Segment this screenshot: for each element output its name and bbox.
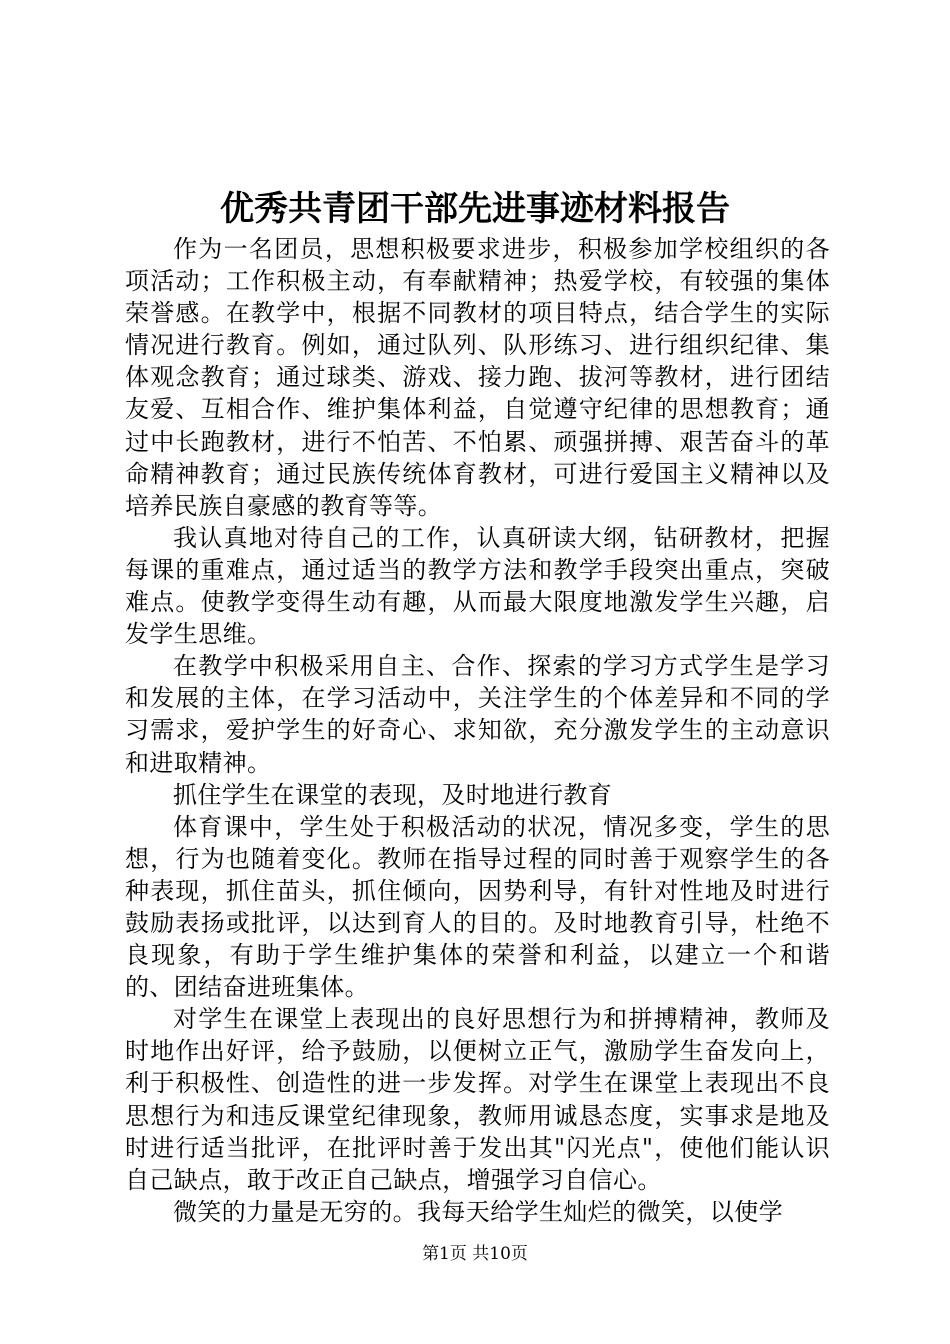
page-footer: 第1页 共10页 <box>422 1244 528 1264</box>
paragraph-1: 作为一名团员，思想积极要求进步，积极参加学校组织的各项活动；工作积极主动，有奉献精神；热爱学校，有较强的集体荣誉感。在教学中，根据不同教材的项目特点，结合学生的实际情况进行教育。例如，通过队列、队形练习、进行组织纪律、集体观念教育；通过球类、游戏、接力跑、拔河等教材，进行团结友爱、互相合作、维护集体利益，自觉遵守纪律的思想教育；通过中长跑教材，进行不怕苦、不怕累、顽强拼搏、艰苦奋斗的革命精神教育；通过民族传统体育教材，可进行爱国主义精神以及培养民族自豪感的教育等等。 <box>125 235 830 520</box>
paragraph-2: 我认真地对待自己的工作，认真研读大纲，钻研教材，把握每课的重难点，通过适当的教学方法和教学手段突出重点，突破难点。使教学变得生动有趣，从而最大限度地激发学生兴趣，启发学生思维。 <box>125 523 830 649</box>
paragraph-6: 对学生在课堂上表现出的良好思想行为和拼搏精神，教师及时地作出好评，给予鼓励，以便树立正气，激励学生奋发向上，利于积极性、创造性的进一步发挥。对学生在课堂上表现出不良思想行为和违反课堂纪律现象，教师用诚恳态度，实事求是地及时进行适当批评，在批评时善于发出其"闪光点"，使他们能认识自己缺点，敢于改正自己缺点，增强学习自信心。 <box>125 1005 830 1194</box>
document-title: 优秀共青团干部先进事迹材料报告 <box>220 189 730 229</box>
paragraph-7: 微笑的力量是无穷的。我每天给学生灿烂的微笑，以使学 <box>173 1197 783 1226</box>
paragraph-4-heading: 抓住学生在课堂的表现，及时地进行教育 <box>173 780 613 809</box>
document-body <box>125 233 830 1228</box>
paragraph-3: 在教学中积极采用自主、合作、探索的学习方式学生是学习和发展的主体，在学习活动中，关注学生的个体差异和不同的学习需求，爱护学生的好奇心、求知欲，充分激发学生的主动意识和进取精神。 <box>125 652 830 777</box>
paragraph-5: 体育课中，学生处于积极活动的状况，情况多变，学生的思想，行为也随着变化。教师在指导过程的同时善于观察学生的各种表现，抓住苗头，抓住倾向，因势利导，有针对性地及时进行鼓励表扬或批评，以达到育人的目的。及时地教育引导，杜绝不良现象，有助于学生维护集体的荣誉和利益，以建立一个和谐的、团结奋进班集体。 <box>125 812 830 1002</box>
